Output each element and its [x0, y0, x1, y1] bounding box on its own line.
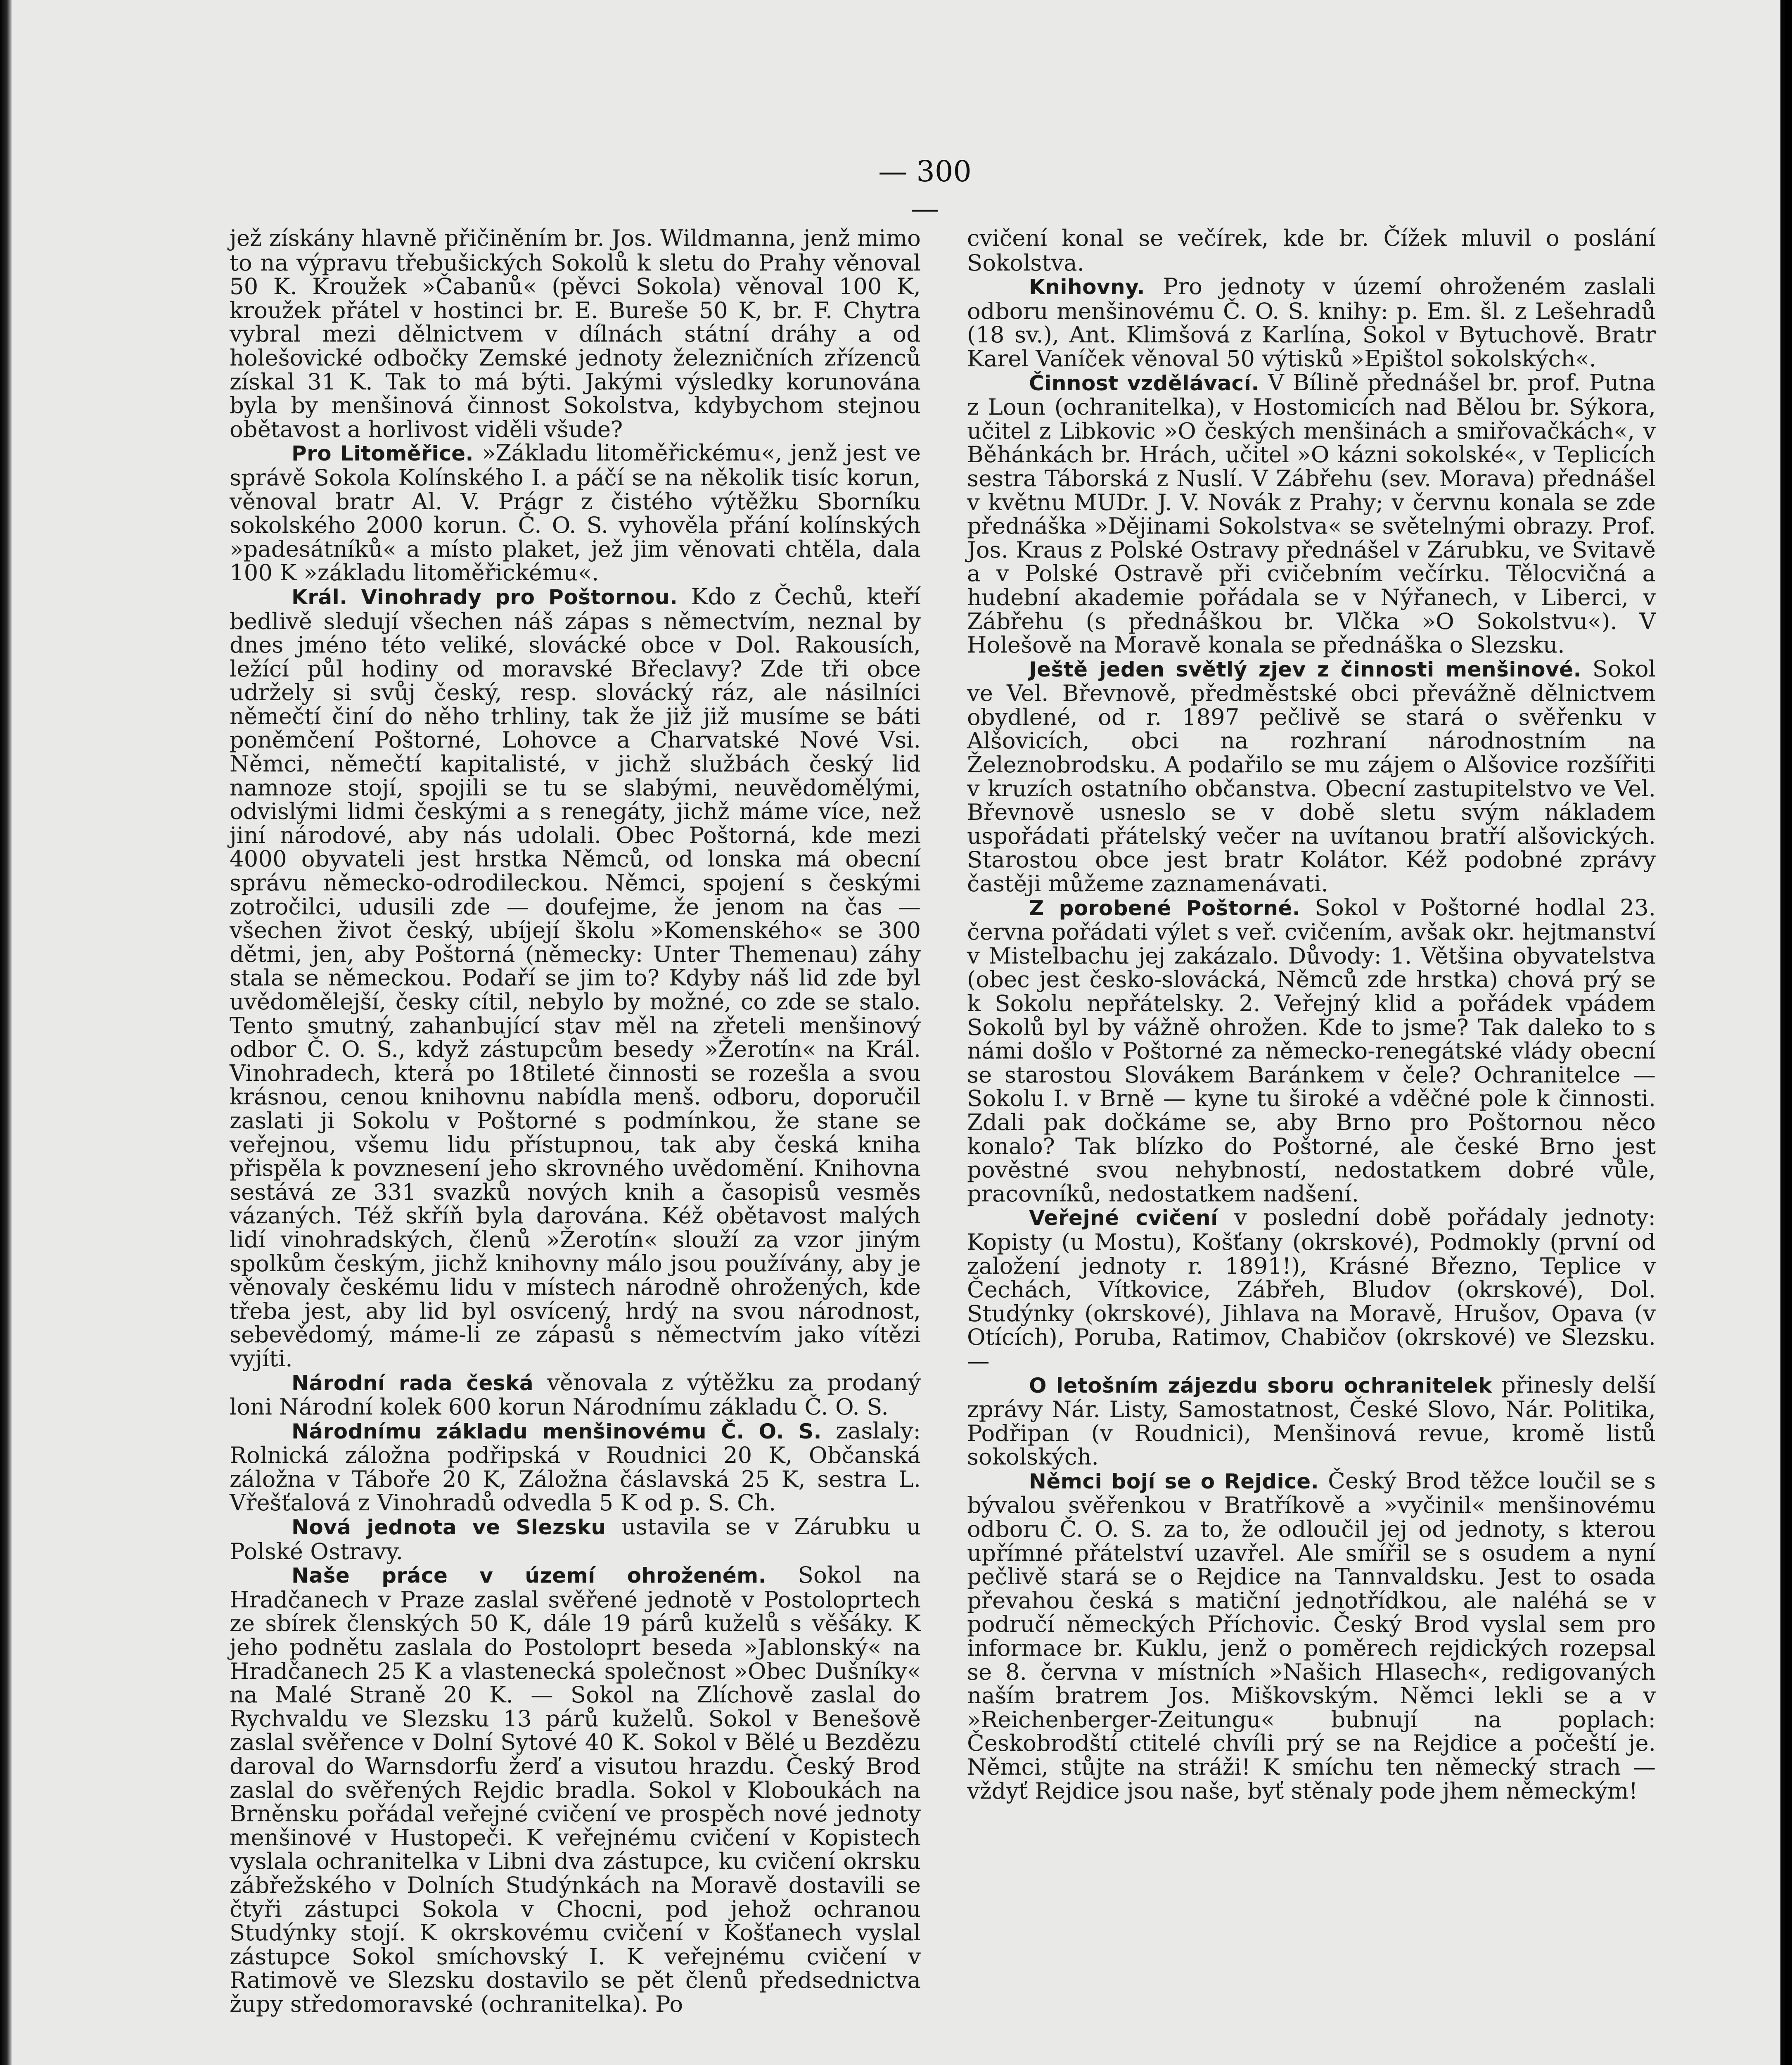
paragraph-text: V Bílině přednášel br. prof. Putna z Loun (ochranitelka), v Hostomicích nad Bělou br. Sýkora, učitel z Libkovic »O českých menšinách a smiřovačkách«, v Běhánkách br. Hrách, učitel »O kázni sokolské«, v Teplicích sestra Táborská z Nuslí. V Zábřehu (sev. Morava) přednášel v květnu MUDr. J. V. Novák z Prahy; v červnu konala se zde přednáška »Dějinami Sokolstva« se světelnými obrazy. Prof. Jos. Kraus z Polské Ostravy přednášel v Zárubku, ve Svitavě a v Polské Ostravě při cvičebním večírku. Tělocvičná a hudební akademie pořádala se v Nýřanech, v Liberci, v Zábřehu (s přednáškou br. Vlčka »O Sokolstvu«). V Holešově na Moravě konala se přednáška o Slezsku. — [967, 369, 1656, 658]
paragraph-lead: O letošním zájezdu sboru ochranitelek — [1029, 1373, 1492, 1398]
paragraph — [230, 1563, 921, 2016]
paragraph-lead: Národnímu základu menšinovému Č. O. S. — [292, 1419, 822, 1443]
paragraph — [967, 896, 1656, 1206]
paragraph — [967, 1206, 1656, 1373]
paragraph-lead: Činnost vzdělávací. — [1029, 371, 1259, 395]
scan-left-edge — [0, 0, 12, 2065]
paragraph — [967, 657, 1656, 896]
paragraph-lead: Veřejné cvičení — [1029, 1206, 1218, 1230]
paragraph-text: cvičení konal se večírek, kde br. Čížek mluvil o poslání Sokolstva. — [967, 225, 1656, 276]
paragraph-text: přinesly delší zprávy Nár. Listy, Samostatnost, České Slovo, Nár. Politika, Podřipan (v Roudnici), Menšinová revue, kromě listů sokolských. — [967, 1371, 1656, 1470]
paragraph-lead: Národní rada česká — [292, 1371, 534, 1395]
paragraph — [230, 585, 921, 1371]
paragraph-lead: Pro Litoměřice. — [292, 441, 474, 466]
paragraph-text: jež získány hlavně přičiněním br. Jos. Wildmanna, jenž mimo to na výpravu třebušických Sokolů k sletu do Prahy věnoval 50 K. Kroužek »Čabanů« (pěvci Sokola) věnoval 100 K, kroužek přátel v hostinci br. E. Bureše 50 K, br. F. Chytra vybral mezi dělnictvem v dílnách státní dráhy a od holešovické odbočky Zemské jednoty železničních zřízenců získal 31 K. Tak to má býti. Jakými výsledky korunována byla by menšinová činnost Sokolstva, kdybychom stejnou obětavost a horlivost viděli všude? — [230, 225, 921, 442]
paragraph-text: Sokol na Hradčanech v Praze zaslal svěřené jednotě v Postoloprtech ze sbírek členských 50 K, dále 19 párů kuželů s věšáky. K jeho podnětu zaslala do Postoloprt beseda »Jablonský« na Hradčanech 25 K a vlastenecká společnost »Obec Dušníky« na Malé Straně 20 K. — Sokol na Zlíchově zaslal do Rychvaldu ve Slezsku 13 párů kuželů. Sokol v Benešově zaslal svěřence v Dolní Sytové 40 K. Sokol v Bělé u Bezdězu daroval do Warnsdorfu žerď a visutou hrazdu. Český Brod zaslal do svěřených Rejdic bradla. Sokol v Kloboukách na Brněnsku pořádal veřejné cvičení ve prospěch nové jednoty menšinové v Hustopeči. K veřejnému cvičení v Kopistech vyslala ochranitelka v Libni dva zástupce, ku cvičení okrsku zábřežského v Dolních Studýnkách na Moravě dostavili se čtyři zástupci Sokola v Chocni, pod jehož ochranou Studýnky stojí. K okrskovému cvičení v Košťanech vyslal zástupce Sokol smíchovský I. K veřejnému cvičení v Ratimově ve Slezsku dostavilo se pět členů předsednictva župy středomoravské (ochranitelka). Po — [230, 1562, 921, 2017]
paragraph-lead: Z porobené Poštorné. — [1029, 896, 1301, 920]
paragraph-lead: Ještě jeden světlý zjev z činnosti menšinové. — [1029, 657, 1581, 681]
paragraph — [230, 1371, 921, 1419]
paragraph — [230, 1515, 921, 1563]
paragraph-text: Pro jednoty v území ohroženém zaslali odboru menšinovému Č. O. S. knihy: p. Em. šl. z Lešehradů (18 sv.), Ant. Klimšová z Karlína, Sokol v Bytuchově. Bratr Karel Vaníček věnoval 50 výtisků »Epištol sokolských«. — [967, 273, 1656, 372]
paragraph — [967, 371, 1656, 657]
paragraph-lead: Němci bojí se o Rejdice. — [1029, 1469, 1319, 1493]
paragraph — [230, 226, 921, 441]
paragraph — [230, 1419, 921, 1515]
paragraph-text: věnovala z výtěžku za prodaný loni Národní kolek 600 korun Národnímu základu Č. O. S. — [230, 1369, 921, 1420]
right-column — [967, 226, 1656, 1803]
paragraph-text: ustavila se v Zárubku u Polské Ostravy. — [230, 1513, 921, 1564]
paragraph — [230, 441, 921, 585]
paragraph-lead: Král. Vinohrady pro Poštornou. — [292, 585, 678, 609]
paragraph — [967, 1469, 1656, 1803]
paragraph-text: Sokol ve Vel. Břevnově, předměstské obci převážně dělnictvem obydlené, od r. 1897 pečlivě se stará o svěřenku v Alšovicích, obci na rozhraní národnostním na Železnobrodsku. A podařilo se mu zájem o Alšovice rozšířiti v kruzích ostatního občanstva. Obecní zastupitelstvo ve Vel. Břevnově usneslo se v době sletu svým nákladem uspořádati přátelský večer na uvítanou bratří alšovických. Starostou obce jest bratr Kolátor. Kéž podobné zprávy častěji můžeme zaznamenávati. — [967, 655, 1656, 897]
left-column — [230, 226, 921, 2016]
paragraph — [967, 275, 1656, 370]
paragraph-text: zaslaly: Rolnická záložna podřipská v Roudnici 20 K, Občanská záložna v Táboře 20 K, Záložna čáslavská 25 K, sestra L. Vřešťalová z Vinohradů odvedla 5 K od p. S. Ch. — [230, 1417, 921, 1516]
paragraph-text: »Základu litoměřickému«, jenž jest ve správě Sokola Kolínského I. a páčí se na několik tisíc korun, věnoval bratr Al. V. Prágr z čistého výtěžku Sborníku sokolského 2000 korun. Č. O. S. vyhověla přání kolínských »padesátníků« a místo plaket, jež jim věnovati chtěla, dala 100 K »základu litoměřickému«. — [230, 439, 921, 586]
paragraph-text: v poslední době pořádaly jednoty: Kopisty (u Mostu), Košťany (okrskové), Podmokly (první od založení jednoty r. 1891!), Krásné Březno, Teplice v Čechách, Vítkovice, Zábřeh, Bludov (okrskové), Dol. Studýnky (okrskové), Jihlava na Moravě, Hrušov, Opava (v Otících), Poruba, Ratimov, Chabičov (okrskové) ve Slezsku. — — [967, 1204, 1656, 1374]
paragraph-text: Kdo z Čechů, kteří bedlivě sledují všechen náš zápas s němectvím, neznal by dnes jméno této veliké, slovácké obce v Dol. Rakousích, ležící půl hodiny od moravské Břeclavy? Zde tři obce udržely si svůj český, resp. slovácký ráz, ale násilníci němečtí činí do něho trhliny, tak že již již musíme se báti poněmčení Poštorné, Lohovce a Charvatské Nové Vsi. Němci, němečtí kapitalisté, v jichž službách český lid namnoze stojí, spojili se tu se slabými, neuvědomělými, odvislými lidmi českými a s renegáty, jichž máme více, než jiní národové, aby nás udolali. Obec Poštorná, kde mezi 4000 obyvateli jest hrstka Němců, od lonska má obecní správu německo-odrodileckou. Němci, spojení s českými zotročilci, udusili zde — doufejme, že jenom na čas — všechen život český, ubíjejí školu »Komenského« se 300 dětmi, jen, aby Poštorná (německy: Unter Themenau) záhy stala se německou. Podaří se jim to? Kdyby náš lid zde byl uvědomělejší, česky cítil, nebylo by možné, co zde se stalo. Tento smutný, zahanbující stav měl na zřeteli menšinový odbor Č. O. S., když zástupcům besedy »Žerotín« na Král. Vinohradech, která po 18tileté činnosti se rozešla a svou krásnou, cenou knihovnu nabídla menš. odboru, doporučil zaslati ji Sokolu v Poštorné s podmínkou, že stane se veřejnou, všemu lidu přístupnou, tak aby česká kniha přispěla k povznesení jeho skrovného uvědomění. Knihovna sestává ze 331 svazků nových knih a časopisů vesměs vázaných. Též skříň byla darována. Kéž obětavost malých lidí vinohradských, členů »Žerotín« slouží za vzor jiným spolkům českým, jichž knihovny málo jsou používány, aby je věnovaly českému lidu v místech národně ohrožených, kde třeba jest, aby lid byl osvícený, hrdý na svou národnost, sebevědomý, máme-li ze zápasů s němectvím jako vítězi vyjíti. — [230, 583, 921, 1372]
paragraph-text: Sokol v Poštorné hodlal 23. června pořádati výlet s veř. cvičením, avšak okr. hejtmanství v Mistelbachu jej zakázalo. Důvody: 1. Většina obyvatelstva (obec jest česko-slovácká, Němců zde hrstka) chová prý se k Sokolu nepřátelsky. 2. Veřejný klid a pořádek vpádem Sokolů byl by vážně ohrožen. Kde to jsme? Tak daleko to s námi došlo v Poštorné za německo-renegátské vlády obecní se starostou Slovákem Baránkem v čele? Ochranitelce — Sokolu I. v Brně — kyne tu široké a vděčné pole k činnosti. Zdali pak dočkáme se, aby Brno pro Poštornou něco konalo? Tak blízko do Poštorné, ale české Brno jest pověstné svou nehybností, nedostatkem dobré vůle, pracovníků, nedostatkem nadšení. — [967, 894, 1656, 1207]
paragraph-lead: Nová jednota ve Slezsku — [292, 1515, 606, 1540]
page-number: — 300 — — [878, 154, 972, 225]
paragraph-lead: Naše práce v území ohroženém. — [292, 1564, 767, 1588]
paragraph-lead: Knihovny. — [1029, 275, 1145, 299]
paragraph-text: Český Brod těžce loučil se s bývalou svěřenkou v Bratříkově a »vyčinil« menšinovému odboru Č. O. S. za to, že odloučil jej od jednoty, s kterou upřímné přátelství uzavřel. Ale smířil se s osudem a nyní pečlivě stará se o Rejdice na Tannvaldsku. Jest to osada převahou česká s matiční jednotřídkou, ale naléhá se v područí německých Příchovic. Český Brod vyslal sem pro informace br. Kuklu, jenž o poměrech rejdických rozepsal se 8. června v místních »Našich Hlasech«, redigovaných naším bratrem Jos. Miškovským. Němci lekli se a v »Reichenberger-Zeitungu« bubnují na poplach: Českobrodští ctitelé chvíli prý se na Rejdice a počeští je. Němci, stůjte na stráži! K smíchu ten německý strach — vždyť Rejdice jsou naše, byť stěnaly pode jhem německým! — [967, 1467, 1656, 1804]
paragraph — [967, 226, 1656, 275]
paragraph — [967, 1373, 1656, 1469]
